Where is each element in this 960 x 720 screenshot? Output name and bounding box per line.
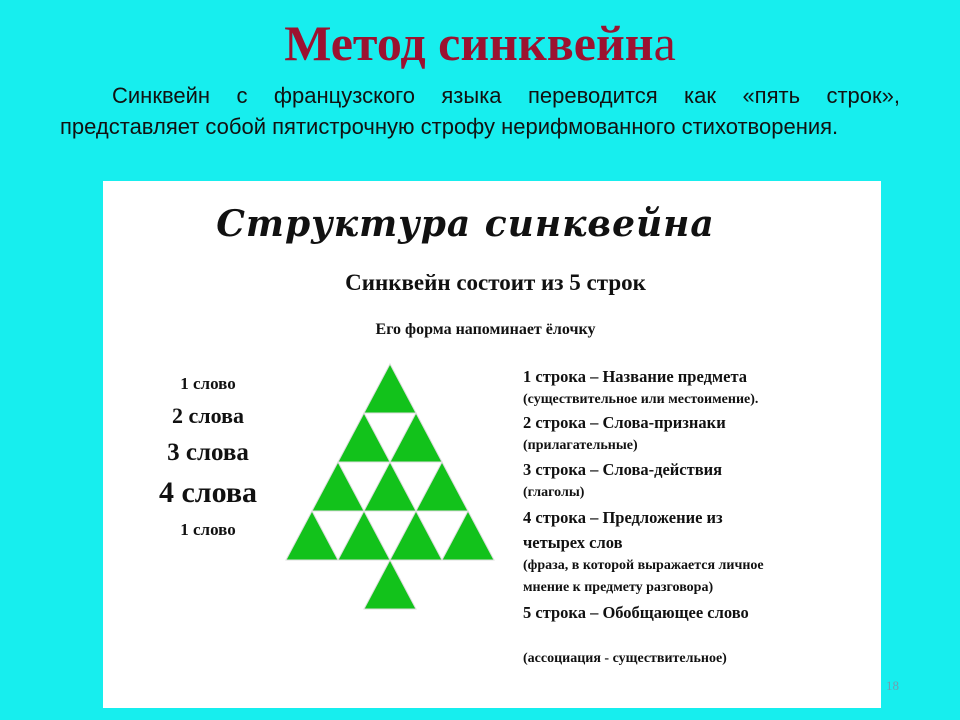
word-count-line-2: 2 слова	[172, 403, 244, 428]
description-line-4b: четырех слов	[523, 533, 623, 552]
tree-trunk-triangle-1	[364, 560, 416, 609]
tree-triangle-2-2	[390, 413, 442, 462]
slide-title-main: Метод синквейн	[284, 15, 654, 71]
tree-triangle-4-4	[442, 511, 494, 560]
description-note-4: (фраза, в которой выражается личное	[523, 558, 764, 573]
page-number: 18	[886, 678, 899, 693]
description-line-2: 2 строка – Слова-признаки	[523, 413, 726, 432]
tree-triangle-4-1	[286, 511, 338, 560]
description-note-2: (прилагательные)	[523, 438, 638, 453]
tree-triangle-4-3	[390, 511, 442, 560]
tree-triangle-4-2	[338, 511, 390, 560]
tree-triangle-3-3	[416, 462, 468, 511]
description-line-1: 1 строка – Название предмета	[523, 367, 748, 386]
slide-title-tail: а	[653, 15, 676, 71]
description-line-3: 3 строка – Слова-действия	[523, 460, 723, 479]
word-count-line-3: 3 слова	[167, 439, 249, 466]
description-line-5: 5 строка – Обобщающее слово	[523, 603, 749, 622]
intro-paragraph: Синквейн с французского языка переводится как «пять строк», представляет собой пятистрочную строфу нерифмованного стихотворения.	[60, 83, 900, 139]
sinkwine-structure-image	[103, 181, 881, 708]
description-note-1: (существительное или местоимение).	[523, 392, 759, 407]
structure-heading: Структура синквейна	[216, 203, 715, 245]
description-note-3: (глаголы)	[523, 485, 585, 500]
word-count-line-1: 1 слово	[180, 374, 236, 393]
form-note: Его форма напоминает ёлочку	[375, 321, 596, 338]
tree-triangle-2-1	[338, 413, 390, 462]
word-count-line-4: 4 слова	[158, 476, 258, 509]
slide-title	[0, 14, 960, 72]
tree-triangle-3-1	[312, 462, 364, 511]
tree-triangle-1-1	[364, 364, 416, 413]
tree-diagram	[103, 181, 881, 708]
word-count-line-5: 1 слово	[180, 520, 236, 539]
structure-subheading: Синквейн состоит из 5 строк	[345, 270, 646, 295]
description-line-4: 4 строка – Предложение из	[523, 508, 723, 527]
description-note-5: (ассоциация - существительное)	[523, 651, 727, 666]
tree-triangle-3-2	[364, 462, 416, 511]
description-note-4b: мнение к предмету разговора)	[523, 580, 714, 595]
